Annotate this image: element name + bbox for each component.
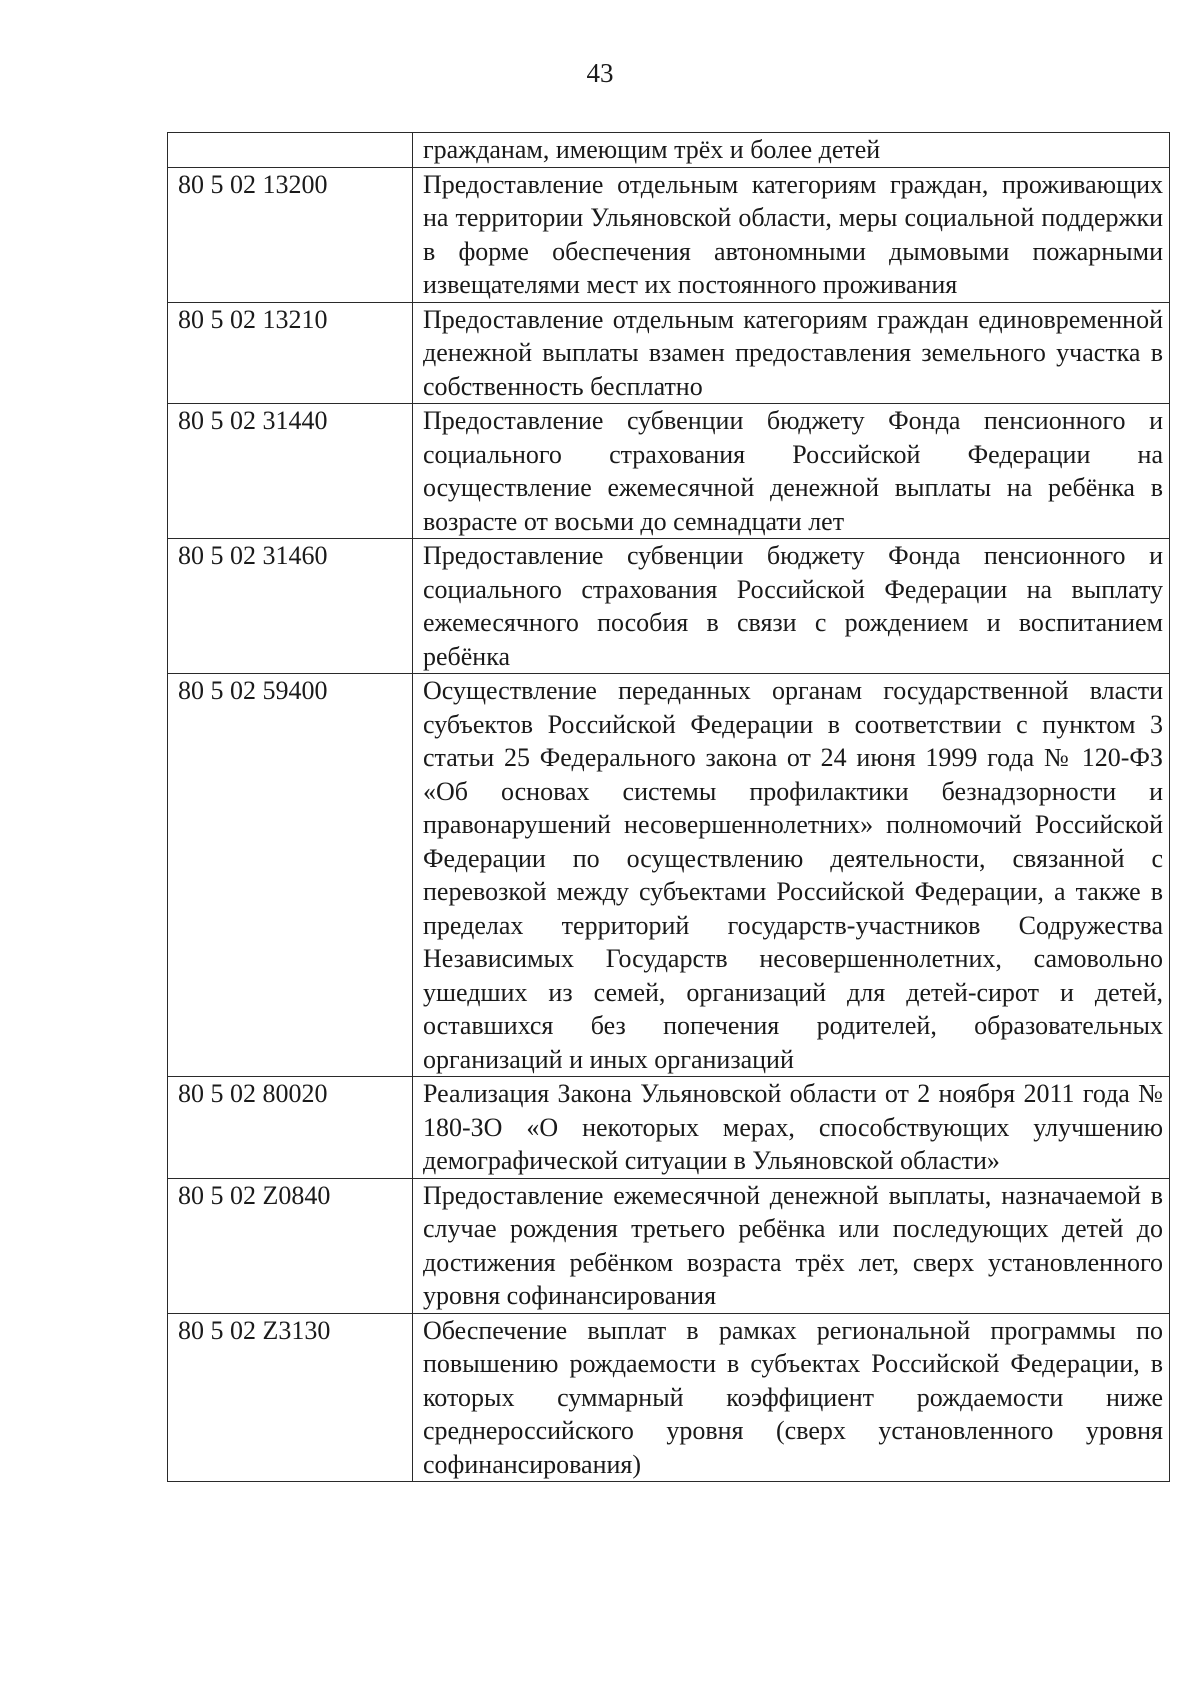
table-row	[168, 133, 1170, 168]
table-row	[168, 404, 1170, 539]
table-row	[168, 167, 1170, 302]
row-description: гражданам, имеющим трёх и более детей	[413, 133, 1170, 168]
page-number: 43	[586, 58, 614, 88]
row-description: Обеспечение выплат в рамках региональной программы по повышению рождаемости в субъектах Российской Федерации, в которых суммарный коэффициент рождаемости ниже среднероссийского уровня (сверх установленного уровня софинансирования)	[413, 1313, 1170, 1482]
row-description: Предоставление отдельным категориям граждан, проживающих на территории Ульяновской области, меры социальной поддержки в форме обеспечения автономными дымовыми пожарными извещателями мест их постоянного проживания	[413, 167, 1170, 302]
row-code	[168, 133, 413, 168]
row-description: Предоставление субвенции бюджету Фонда пенсионного и социального страхования Российской Федерации на выплату ежемесячного пособия в связи с рождением и воспитанием ребёнка	[413, 539, 1170, 674]
row-description: Предоставление субвенции бюджету Фонда пенсионного и социального страхования Российской Федерации на осуществление ежемесячной денежной выплаты на ребёнка в возрасте от восьми до семнадцати лет	[413, 404, 1170, 539]
row-description: Реализация Закона Ульяновской области от 2 ноября 2011 года № 180-ЗО «О некоторых мерах, способствующих улучшению демографической ситуации в Ульяновской области»	[413, 1077, 1170, 1179]
budget-code-table	[167, 132, 1170, 1482]
row-description: Осуществление переданных органам государственной власти субъектов Российской Федерации в соответствии с пунктом 3 статьи 25 Федерального закона от 24 июня 1999 года № 120-ФЗ «Об основах системы профилактики безнадзорности и правонарушений несовершеннолетних» полномочий Российской Федерации по осуществлению деятельности, связанной с перевозкой между субъектами Российской Федерации, а также в пределах территорий государств-участников Содружества Независимых Государств несовершеннолетних, самовольно ушедших из семей, организаций для детей-сирот и детей, оставшихся без попечения родителей, образовательных организаций и иных организаций	[413, 674, 1170, 1077]
table-row	[168, 674, 1170, 1077]
row-code: 80 5 02 Z3130	[168, 1313, 413, 1482]
row-code: 80 5 02 59400	[168, 674, 413, 1077]
row-code: 80 5 02 80020	[168, 1077, 413, 1179]
table-row	[168, 1178, 1170, 1313]
table-row	[168, 302, 1170, 404]
table-row	[168, 1077, 1170, 1179]
row-description: Предоставление отдельным категориям граждан единовременной денежной выплаты взамен предоставления земельного участка в собственность бесплатно	[413, 302, 1170, 404]
row-code: 80 5 02 13210	[168, 302, 413, 404]
table-row	[168, 539, 1170, 674]
table-row	[168, 1313, 1170, 1482]
row-code: 80 5 02 31460	[168, 539, 413, 674]
row-description: Предоставление ежемесячной денежной выплаты, назначаемой в случае рождения третьего ребёнка или последующих детей до достижения ребёнком возраста трёх лет, сверх установленного уровня софинансирования	[413, 1178, 1170, 1313]
row-code: 80 5 02 Z0840	[168, 1178, 413, 1313]
row-code: 80 5 02 13200	[168, 167, 413, 302]
row-code: 80 5 02 31440	[168, 404, 413, 539]
